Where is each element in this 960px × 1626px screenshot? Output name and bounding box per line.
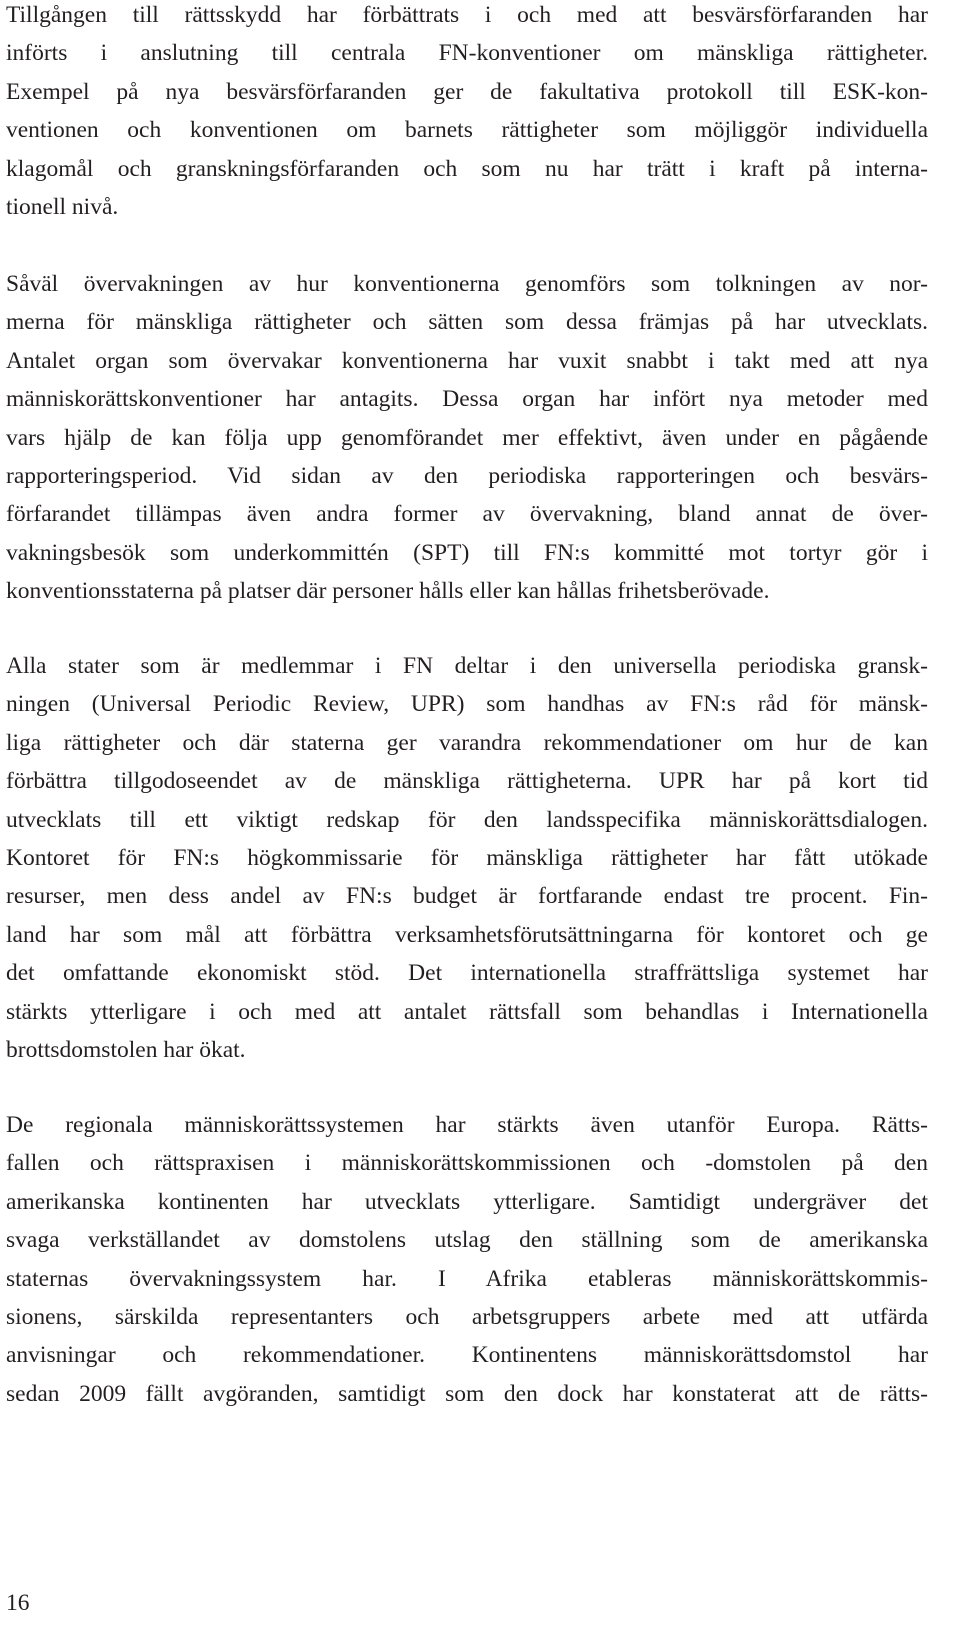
text-line: Tillgången till rättsskydd har förbättrats i och med att besvärsförfaranden har — [6, 2, 928, 28]
text-line: införts i anslutning till centrala FN-konventioner om mänskliga rättigheter. — [6, 40, 928, 67]
text-line: Såväl övervakningen av hur konventionerna genomförs som tolkningen av nor- — [6, 271, 928, 297]
text-line: klagomål och granskningsförfaranden och som nu har trätt i kraft på interna- — [6, 155, 928, 182]
text-line: merna för mänskliga rättigheter och sätten som dessa främjas på har utvecklats. — [6, 309, 928, 336]
paragraph-monitoring — [6, 265, 928, 611]
text-line: anvisningar och rekommendationer. Kontinentens människorättsdomstol har — [6, 1342, 928, 1369]
text-line: resurser, men dess andel av FN:s budget är fortfarande endast tre procent. Fin- — [6, 883, 928, 910]
text-line: ningen (Universal Periodic Review, UPR) som handhas av FN:s råd för mänsk- — [6, 691, 928, 718]
page-number: 16 — [6, 1590, 30, 1616]
text-line: konventionsstaterna på platser där personer hålls eller kan hållas frihetsberövade. — [6, 578, 770, 605]
text-line: brottsdomstolen har ökat. — [6, 1036, 246, 1063]
text-line: förfarandet tillämpas även andra former av övervakning, bland annat de över- — [6, 501, 928, 528]
text-line: sedan 2009 fällt avgöranden, samtidigt som den dock har konstaterat att de rätts- — [6, 1380, 928, 1407]
text-line: människorättskonventioner har antagits. Dessa organ har infört nya metoder med — [6, 386, 928, 413]
text-line: Alla stater som är medlemmar i FN deltar i den universella periodiska gransk- — [6, 653, 928, 679]
text-line: tionell nivå. — [6, 193, 119, 220]
text-line: fallen och rättspraxisen i människorättskommissionen och -domstolen på den — [6, 1150, 928, 1177]
text-line: ventionen och konventionen om barnets rättigheter som möjliggör individuella — [6, 117, 928, 144]
text-line: utvecklats till ett viktigt redskap för den landsspecifika människorättsdialogen. — [6, 806, 928, 833]
paragraph-upr — [6, 647, 928, 1069]
text-line: rapporteringsperiod. Vid sidan av den periodiska rapporteringen och besvärs- — [6, 462, 928, 489]
text-line: det omfattande ekonomiskt stöd. Det internationella straffrättsliga systemet har — [6, 960, 928, 987]
paragraph-regional-systems — [6, 1106, 928, 1413]
text-line: land har som mål att förbättra verksamhetsförutsättningarna för kontoret och ge — [6, 921, 928, 948]
text-line: vakningsbesök som underkommittén (SPT) till FN:s kommitté mot tortyr gör i — [6, 539, 928, 566]
text-line: sionens, särskilda representanters och arbetsgruppers arbete med att utfärda — [6, 1303, 928, 1330]
text-line: vars hjälp de kan följa upp genomförandet mer effektivt, även under en pågående — [6, 424, 928, 451]
text-line: förbättra tillgodoseendet av de mänskliga rättigheterna. UPR har på kort tid — [6, 768, 928, 795]
text-line: stärkts ytterligare i och med att antalet rättsfall som behandlas i Internationella — [6, 998, 928, 1025]
text-line: De regionala människorättssystemen har stärkts även utanför Europa. Rätts- — [6, 1112, 928, 1138]
text-line: svaga verkställandet av domstolens utslag den ställning som de amerikanska — [6, 1227, 928, 1254]
paragraph-access-to-justice — [6, 0, 928, 226]
text-line: amerikanska kontinenten har utvecklats ytterligare. Samtidigt undergräver det — [6, 1188, 928, 1215]
text-line: Exempel på nya besvärsförfaranden ger de fakultativa protokoll till ESK-kon- — [6, 78, 928, 105]
text-line: liga rättigheter och där staterna ger varandra rekommendationer om hur de kan — [6, 729, 928, 756]
text-line: staternas övervakningssystem har. I Afrika etableras människorättskommis- — [6, 1265, 928, 1292]
text-line: Kontoret för FN:s högkommissarie för mänskliga rättigheter har fått utökade — [6, 844, 928, 871]
text-line: Antalet organ som övervakar konventionerna har vuxit snabbt i takt med att nya — [6, 347, 928, 374]
